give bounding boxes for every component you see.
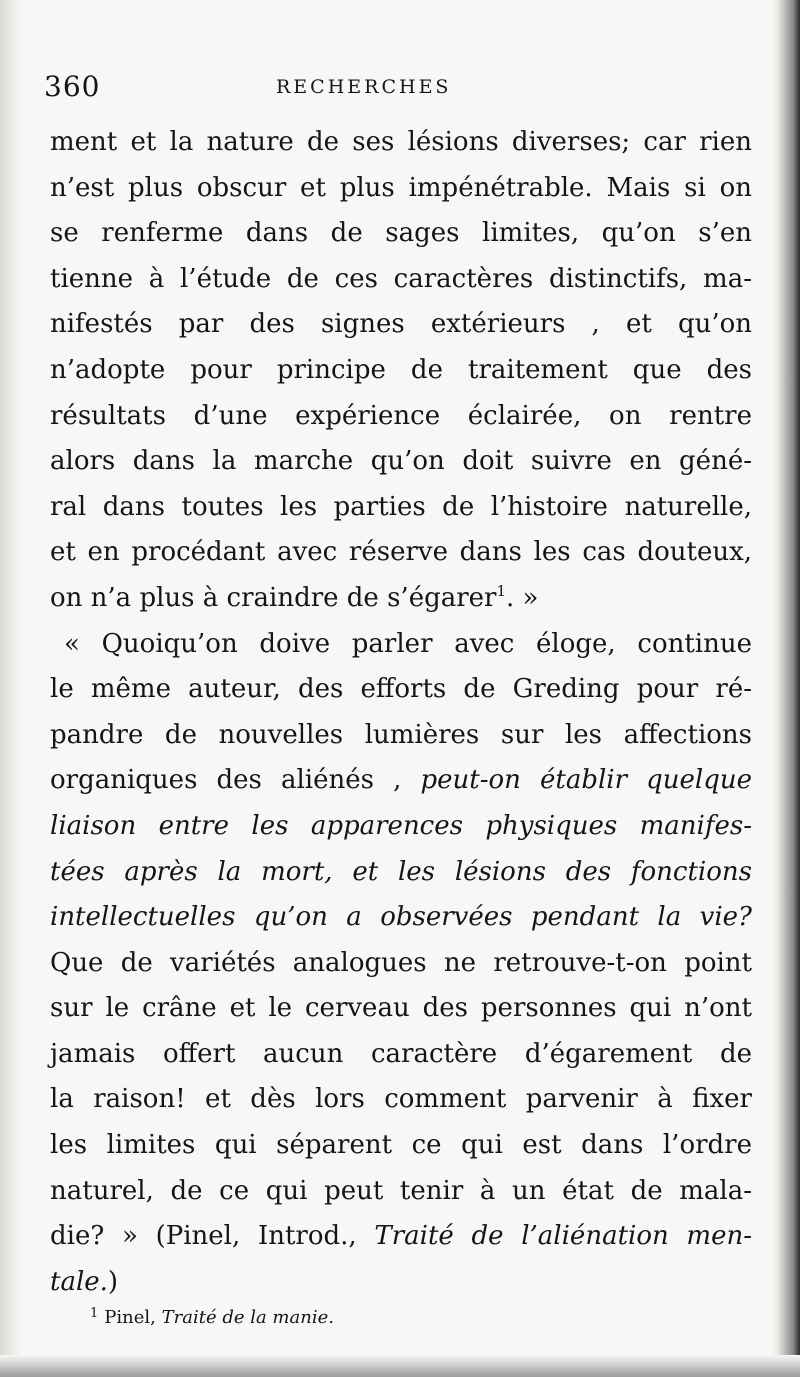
footnote-mark: 1 xyxy=(90,1306,99,1321)
footnote xyxy=(90,1307,730,1328)
text-line: le même auteur, des efforts de Greding pour ré- xyxy=(50,674,752,705)
text-line xyxy=(50,758,752,804)
text-line: sur le crâne et le cerveau des personnes qui n’ont xyxy=(50,993,752,1024)
running-head: RECHERCHES xyxy=(276,76,452,98)
text-line xyxy=(50,1260,752,1306)
text-line: jamais offert aucun caractère d’égarement de xyxy=(50,1038,752,1069)
text-line: résultats d’une expérience éclairée, on rentre xyxy=(50,400,752,431)
text-line: « Quoiqu’on doive parler avec éloge, continue xyxy=(64,628,752,659)
text-line: Que de variétés analogues ne retrouve-t-on point xyxy=(50,947,752,978)
page-edge-right xyxy=(772,0,800,1377)
text-line: tées après la mort, et les lésions des fonctions xyxy=(50,856,752,887)
page-header xyxy=(44,70,764,110)
text-line: les limites qui séparent ce qui est dans l’ordre xyxy=(50,1130,752,1161)
text-segment: on n’a plus à craindre de s’égarer xyxy=(50,582,497,613)
page-number: 360 xyxy=(44,70,101,103)
footnote-author: Pinel, xyxy=(104,1307,156,1328)
text-segment: die? » (Pinel, Introd., xyxy=(50,1221,357,1252)
text-line: nifestés par des signes extérieurs , et qu’on xyxy=(50,309,752,340)
text-line: n’adopte pour principe de traitement que des xyxy=(50,354,752,385)
italic-text: peut-on établir quelque xyxy=(420,765,752,796)
text-line xyxy=(50,1214,752,1260)
page-edge-left xyxy=(0,0,22,1377)
text-line: alors dans la marche qu’on doit suivre en géné- xyxy=(50,446,752,477)
text-line xyxy=(50,576,752,622)
text-line: liaison entre les apparences physiques manifes- xyxy=(50,810,752,841)
body-text xyxy=(50,120,752,1305)
italic-text: Traité de l’aliénation men- xyxy=(374,1221,752,1252)
text-segment: ) xyxy=(107,1266,119,1297)
text-line: n’est plus obscur et plus impénétrable. Mais si on xyxy=(50,172,752,203)
text-line: ment et la nature de ses lésions diverses; car rien xyxy=(50,127,752,157)
footnote-reference: 1 xyxy=(496,581,507,600)
text-line: pandre de nouvelles lumières sur les affections xyxy=(50,719,752,750)
page-edge-bottom xyxy=(0,1355,800,1377)
text-segment: . » xyxy=(506,582,539,613)
text-line: se renferme dans de sages limites, qu’on s’en xyxy=(50,218,752,249)
italic-text: tale. xyxy=(50,1266,108,1297)
text-line: intellectuelles qu’on a observées pendant la vie? xyxy=(50,902,752,933)
text-segment: organiques des aliénés , xyxy=(50,765,402,796)
text-line: ral dans toutes les parties de l’histoire naturelle, xyxy=(50,491,752,522)
text-line: la raison! et dès lors comment parvenir à fixer xyxy=(50,1084,752,1115)
footnote-title: Traité de la manie. xyxy=(161,1307,334,1328)
text-line: et en procédant avec réserve dans les cas douteux, xyxy=(50,537,752,568)
text-line: tienne à l’étude de ces caractères distinctifs, ma- xyxy=(50,263,752,294)
text-line: naturel, de ce qui peut tenir à un état de mala- xyxy=(50,1175,752,1206)
